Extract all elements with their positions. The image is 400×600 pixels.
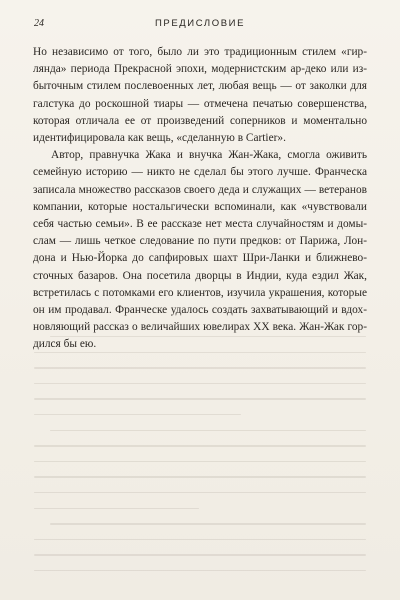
- show-through-line: [34, 383, 366, 384]
- show-through-line: [50, 336, 366, 337]
- show-through-line: [34, 508, 199, 509]
- show-through-line: [34, 539, 366, 540]
- show-through-line: [34, 461, 366, 462]
- show-through-line: [34, 492, 366, 493]
- show-through-line: [34, 398, 366, 399]
- reverse-page-show-through: [34, 330, 366, 592]
- show-through-line: [34, 554, 366, 555]
- body-text: [33, 44, 367, 354]
- page-header: [34, 18, 366, 32]
- show-through-line: [34, 414, 241, 415]
- show-through-line: [50, 523, 366, 524]
- show-through-line: [34, 352, 366, 353]
- show-through-line: [34, 445, 366, 446]
- paragraph: Но независимо от того, было ли это традиционным стилем «гирлянда» периода Прекрасной эпохи, модернистским ар-деко или избыточным стилем послевоенных лет, любая вещь — от заколки для галстука до роскошной тиары — отмечена печатью совершенства, которая отличала ее от произведений соперников и моментально идентифицировала как вещь, «сделанную в Cartier».: [33, 46, 367, 145]
- show-through-line: [50, 430, 366, 431]
- page-number: 24: [34, 18, 44, 29]
- show-through-line: [34, 367, 366, 368]
- show-through-line: [34, 476, 366, 477]
- paragraph: Автор, правнучка Жака и внучка Жан-Жака, смогла оживить семейную историю — никто не сделал бы этого лучше. Франческа записала множество рассказов своего деда и служащих — ветеранов компании, которые ностальгически вспоминали, как «чувствовали себя частью семьи». В ее рассказе нет места случайностям и домыслам — лишь четкое следование по пути предков: от Парижа, Лондона и Нью-Йорка до сапфировых шахт Шри-Ланки и ближневосточных базаров. Она посетила дворцы в Индии, куда ездил Жак, встретилась с потомками его клиентов, изучила украшения, которые он им продавал. Франческе удалось создать захватывающий и вдохновляющий рассказ о величайших ювелирах XX века. Жан-Жак гордился бы ею.: [33, 149, 367, 351]
- show-through-line: [34, 570, 366, 571]
- running-head: ПРЕДИСЛОВИЕ: [154, 18, 246, 29]
